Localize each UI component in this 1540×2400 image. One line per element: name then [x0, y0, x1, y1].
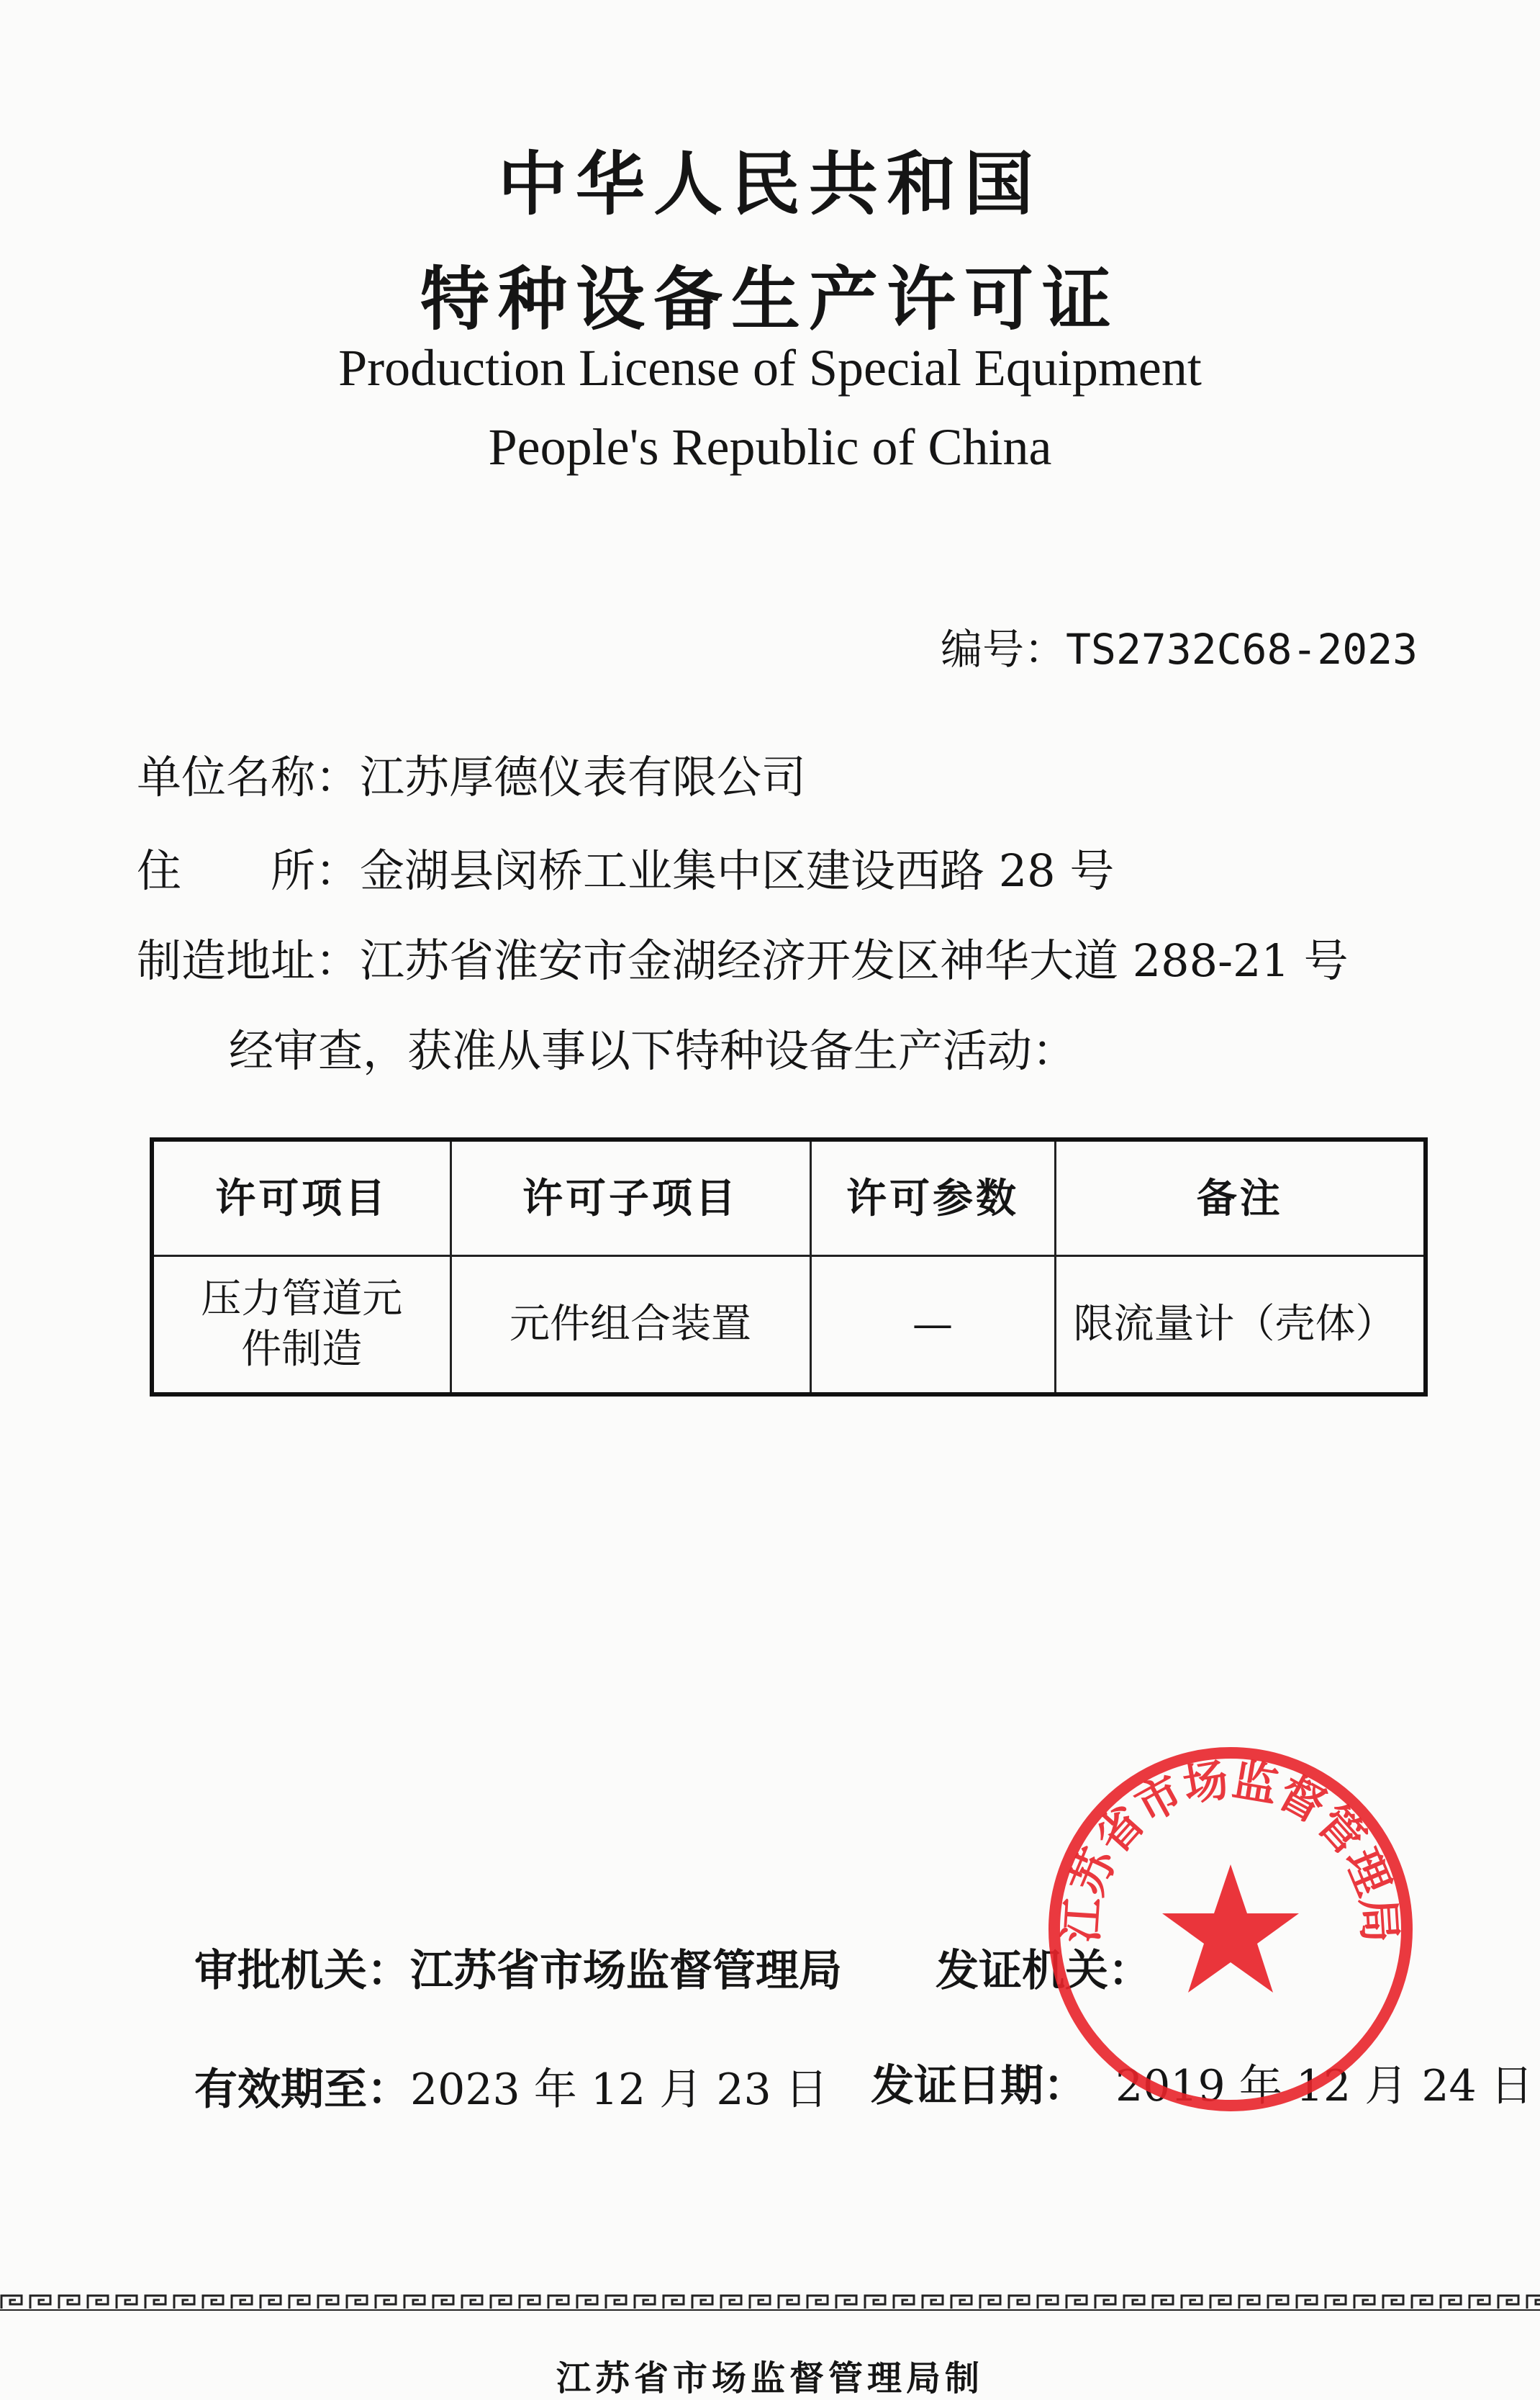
address-value: 金湖县闵桥工业集中区建设西路 28 号 [360, 844, 1115, 897]
decorative-border [0, 2293, 1540, 2311]
title-en-line2: People's Republic of China [488, 418, 1052, 476]
valid-until-value: 2023 年 12 月 23 日 [410, 2065, 828, 2115]
col-header: 备注 [1055, 1140, 1426, 1256]
unit-name-value: 江苏厚德仪表有限公司 [360, 751, 807, 803]
table-header-row [152, 1140, 1426, 1256]
valid-until-label: 有效期至： [194, 2065, 410, 2115]
issuer-label: 发证机关： [936, 1946, 1151, 1996]
cell-subitem: 元件组合装置 [450, 1256, 810, 1395]
col-header: 许可项目 [152, 1140, 450, 1256]
approval-authority-value: 江苏省市场监督管理局 [410, 1946, 842, 1996]
valid-until [194, 2055, 828, 2117]
approval-authority-label: 审批机关： [194, 1946, 410, 1996]
svg-text:江苏省市场监督管理局: 江苏省市场监督管理局 [1054, 1753, 1407, 1944]
address-label: 住 所： [137, 844, 361, 897]
license-number [941, 615, 1418, 676]
unit-name-label: 单位名称： [137, 751, 361, 803]
footer-issuer: 江苏省市场监督管理局制 [556, 2358, 984, 2399]
official-seal [1043, 1742, 1418, 2116]
col-header: 许可参数 [810, 1140, 1055, 1256]
license-number-label: 编号： [941, 625, 1066, 674]
unit-name-row [137, 741, 806, 806]
mfg-address-label: 制造地址： [137, 934, 361, 987]
mfg-address-value: 江苏省淮安市金湖经济开发区神华大道 288-21 号 [360, 934, 1349, 987]
approval-authority [194, 1936, 842, 1998]
address-row [137, 835, 1114, 899]
cell-param: — [810, 1256, 1055, 1395]
title-cn-line1: 中华人民共和国 [498, 144, 1042, 225]
cell-note: 限流量计（壳体） [1055, 1256, 1426, 1395]
mfg-address-row [137, 925, 1349, 989]
seal-star-icon [1162, 1864, 1299, 1993]
title-cn-line2: 特种设备生产许可证 [420, 259, 1120, 340]
title-en-line1: Production License of Special Equipment [338, 339, 1202, 397]
cell-item: 压力管道元件制造 [152, 1256, 450, 1395]
issue-date-label: 发证日期： [871, 2061, 1087, 2111]
table-row [152, 1256, 1426, 1395]
issue-date-value: 2019 年 12 月 24 日 [1115, 2061, 1534, 2111]
license-table [150, 1137, 1428, 1397]
col-header: 许可子项目 [450, 1140, 810, 1256]
license-number-value: TS2732C68-2023 [1066, 625, 1418, 674]
statement: 经审查，获准从事以下特种设备生产活动： [229, 1024, 1077, 1077]
